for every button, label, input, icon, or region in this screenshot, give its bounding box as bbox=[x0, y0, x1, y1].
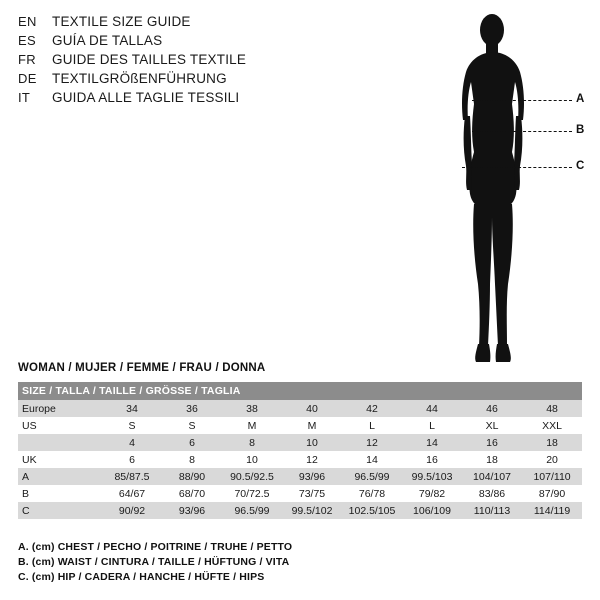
cell: 107/110 bbox=[522, 468, 582, 485]
language-row bbox=[18, 52, 318, 71]
cell: 6 bbox=[102, 451, 162, 468]
cell: 14 bbox=[402, 434, 462, 451]
cell: 14 bbox=[342, 451, 402, 468]
measurement-notes bbox=[18, 541, 578, 586]
language-code: ES bbox=[18, 33, 36, 48]
cell: 12 bbox=[282, 451, 342, 468]
cell: 46 bbox=[462, 400, 522, 417]
cell: 110/113 bbox=[462, 502, 522, 519]
row-label: B bbox=[18, 485, 102, 502]
table-row bbox=[18, 451, 582, 468]
note-waist: B. (cm) WAIST / CINTURA / TAILLE / HÜFTUNG / VITA bbox=[18, 556, 290, 568]
size-table bbox=[18, 382, 582, 519]
row-label: C bbox=[18, 502, 102, 519]
language-text: TEXTILE SIZE GUIDE bbox=[52, 14, 191, 29]
table-header-label: SIZE / TALLA / TAILLE / GRÖSSE / TAGLIA bbox=[18, 382, 582, 400]
language-text: GUIDA ALLE TAGLIE TESSILI bbox=[52, 90, 240, 105]
cell: XXL bbox=[522, 417, 582, 434]
silhouette-icon bbox=[430, 8, 590, 370]
cell: 38 bbox=[222, 400, 282, 417]
language-code: IT bbox=[18, 90, 31, 105]
cell: 16 bbox=[402, 451, 462, 468]
table-row bbox=[18, 485, 582, 502]
language-text: GUÍA DE TALLAS bbox=[52, 33, 163, 48]
cell: M bbox=[282, 417, 342, 434]
language-row bbox=[18, 90, 318, 109]
language-text: TEXTILGRÖßENFÜHRUNG bbox=[52, 71, 227, 86]
note-hip: C. (cm) HIP / CADERA / HANCHE / HÜFTE / HIPS bbox=[18, 571, 265, 583]
section-title: WOMAN / MUJER / FEMME / FRAU / DONNA bbox=[18, 362, 266, 374]
measure-line-b bbox=[472, 131, 572, 132]
cell: 96.5/99 bbox=[342, 468, 402, 485]
cell: 93/96 bbox=[282, 468, 342, 485]
cell: 4 bbox=[102, 434, 162, 451]
measure-label-c: C bbox=[576, 160, 585, 172]
measure-label-b: B bbox=[576, 124, 585, 136]
cell: 48 bbox=[522, 400, 582, 417]
cell: 87/90 bbox=[522, 485, 582, 502]
table-header-row bbox=[18, 382, 582, 400]
female-silhouette-figure bbox=[430, 8, 590, 368]
cell: 8 bbox=[162, 451, 222, 468]
cell: 64/67 bbox=[102, 485, 162, 502]
language-code: EN bbox=[18, 14, 37, 29]
cell: XL bbox=[462, 417, 522, 434]
cell: 70/72.5 bbox=[222, 485, 282, 502]
language-list bbox=[18, 14, 318, 109]
cell: 83/86 bbox=[462, 485, 522, 502]
cell: 99.5/102 bbox=[282, 502, 342, 519]
cell: 12 bbox=[342, 434, 402, 451]
cell: 85/87.5 bbox=[102, 468, 162, 485]
cell: S bbox=[162, 417, 222, 434]
table-row bbox=[18, 400, 582, 417]
cell: 99.5/103 bbox=[402, 468, 462, 485]
table-row bbox=[18, 502, 582, 519]
measure-line-c bbox=[462, 167, 572, 168]
row-label: A bbox=[18, 468, 102, 485]
cell: 90/92 bbox=[102, 502, 162, 519]
cell: 96.5/99 bbox=[222, 502, 282, 519]
language-code: DE bbox=[18, 71, 37, 86]
cell: 68/70 bbox=[162, 485, 222, 502]
cell: 36 bbox=[162, 400, 222, 417]
cell: 88/90 bbox=[162, 468, 222, 485]
cell: 6 bbox=[162, 434, 222, 451]
cell: 44 bbox=[402, 400, 462, 417]
cell: 20 bbox=[522, 451, 582, 468]
cell: S bbox=[102, 417, 162, 434]
cell: 10 bbox=[282, 434, 342, 451]
cell: 76/78 bbox=[342, 485, 402, 502]
cell: 73/75 bbox=[282, 485, 342, 502]
language-row bbox=[18, 33, 318, 52]
cell: 79/82 bbox=[402, 485, 462, 502]
table-row bbox=[18, 417, 582, 434]
cell: 18 bbox=[522, 434, 582, 451]
cell: M bbox=[222, 417, 282, 434]
cell: 104/107 bbox=[462, 468, 522, 485]
cell: 16 bbox=[462, 434, 522, 451]
row-label bbox=[18, 434, 102, 451]
table-row bbox=[18, 434, 582, 451]
row-label: Europe bbox=[18, 400, 102, 417]
cell: L bbox=[342, 417, 402, 434]
measure-line-a bbox=[472, 100, 572, 101]
cell: 34 bbox=[102, 400, 162, 417]
cell: 90.5/92.5 bbox=[222, 468, 282, 485]
row-label: UK bbox=[18, 451, 102, 468]
cell: 102.5/105 bbox=[342, 502, 402, 519]
language-row bbox=[18, 71, 318, 90]
cell: 114/119 bbox=[522, 502, 582, 519]
cell: 106/109 bbox=[402, 502, 462, 519]
language-text: GUIDE DES TAILLES TEXTILE bbox=[52, 52, 247, 67]
cell: 40 bbox=[282, 400, 342, 417]
table-row bbox=[18, 468, 582, 485]
measure-label-a: A bbox=[576, 93, 585, 105]
note-chest: A. (cm) CHEST / PECHO / POITRINE / TRUHE / PETTO bbox=[18, 541, 293, 553]
row-label: US bbox=[18, 417, 102, 434]
cell: 10 bbox=[222, 451, 282, 468]
language-code: FR bbox=[18, 52, 36, 67]
cell: 93/96 bbox=[162, 502, 222, 519]
cell: L bbox=[402, 417, 462, 434]
cell: 8 bbox=[222, 434, 282, 451]
language-row bbox=[18, 14, 318, 33]
cell: 18 bbox=[462, 451, 522, 468]
cell: 42 bbox=[342, 400, 402, 417]
